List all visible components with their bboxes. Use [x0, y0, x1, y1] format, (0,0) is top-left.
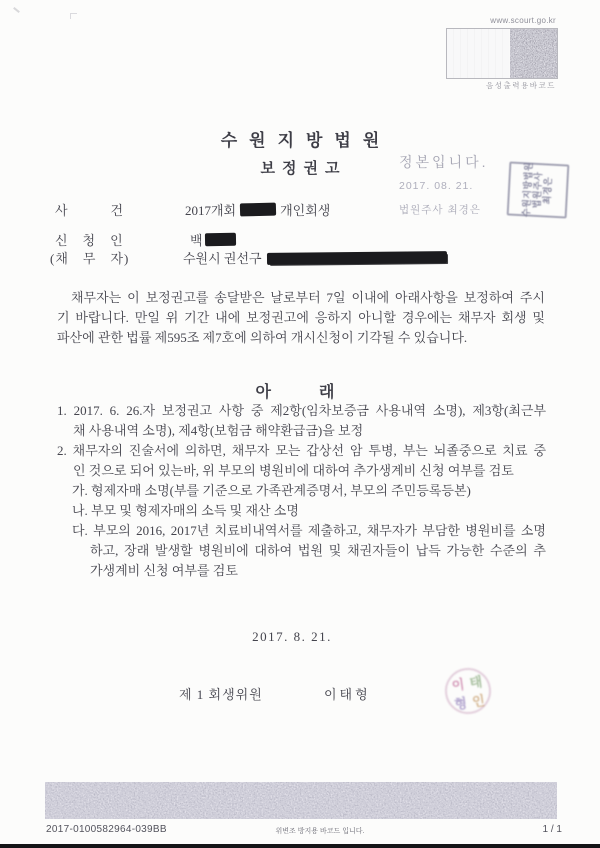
clerk-seal-line: 수원지방법원 — [521, 161, 535, 218]
document-id: 2017-0100582964-039BB — [46, 824, 167, 835]
anti-forgery-note: 위변조 방지용 바코드 입니다. — [275, 828, 365, 835]
case-number-prefix: 2017개회 — [185, 203, 237, 218]
signer-seal-stamp — [442, 665, 494, 717]
correction-items-list — [57, 401, 546, 581]
voice-barcode-image — [446, 28, 558, 79]
signer-seal-char: 태 — [468, 674, 484, 691]
clerk-seal-stamp — [507, 161, 570, 218]
notice-body-paragraph: 채무자는 이 보정권고를 송달받은 날로부터 7일 이내에 아래사항을 보정하여 주시 기 바랍니다. 만일 위 기간 내에 보정권고에 응하지 아니할 경우에는 채무자 회생 및 파산에 관한 법률 제595조 제7호에 의하여 개시신청이 기각될 수 있습니다. — [57, 290, 545, 345]
redaction-bar — [204, 233, 235, 247]
scan-artifact — [70, 13, 77, 19]
list-subitem: 다. 부모의 2016, 2017년 치료비내역서를 제출하고, 채무자가 부담한 병원비를 소명 하고, 장래 발생할 병원비에 대하여 법원 및 채권자들이 납득 가능한 수준의 추 가생계비 신청 여부를 검토 — [72, 523, 546, 578]
court-website-url: www.scourt.go.kr — [490, 16, 556, 25]
clerk-seal-line: 법원주사 — [532, 171, 544, 209]
list-subitem: 나. 부모 및 형제자매의 소득 및 재산 소명 — [72, 503, 299, 518]
court-name-title: 수원지방법원 — [220, 131, 392, 150]
signer-seal-char: 인 — [471, 692, 486, 710]
voice-barcode-caption: 음성출력용바코드 — [486, 81, 556, 90]
signer-seal-char: 형 — [453, 695, 468, 712]
list-subitem: 가. 형제자매 소명(부를 기준으로 가족관계증명서, 부모의 주민등록등본) — [72, 483, 471, 498]
case-type: 개인회생 — [280, 203, 331, 218]
document-date: 2017. 8. 21. — [252, 629, 332, 644]
list-item: 1. 2017. 6. 26.자 보정권고 사항 중 제2항(임차보증금 사용내역 소명), 제3항(최근부 채 사용내역 소명), 제4항(보험금 해약환급금)을 보정 — [57, 403, 546, 438]
certification-date: 2017. 08. 21. — [399, 180, 474, 192]
case-label: 사 건 — [55, 203, 125, 218]
court-clerk-name: 법원주사 최경은 — [399, 204, 481, 216]
debtor-address-prefix: 수원시 권선구 — [183, 251, 262, 266]
case-row — [55, 200, 331, 219]
anti-forgery-barcode-image — [45, 782, 557, 819]
signer-title: 제 1 회생위원 — [179, 687, 263, 702]
clerk-seal-line: 최경은 — [542, 176, 554, 205]
applicant-label: 신 청 인 — [55, 233, 124, 248]
scan-bottom-edge — [0, 844, 600, 848]
signer-seal-char: 이 — [450, 676, 466, 694]
list-heading: 아 래 — [255, 384, 335, 401]
signer-name: 이태형 — [324, 687, 371, 702]
redaction-bar — [267, 251, 447, 265]
scan-artifact — [13, 7, 20, 13]
applicant-surname: 백 — [190, 233, 203, 248]
voice-barcode-light-area — [447, 29, 509, 78]
debtor-label: (채 무 자) — [50, 251, 130, 266]
redaction-bar — [240, 203, 276, 217]
debtor-row — [50, 248, 262, 267]
voice-barcode-noise-area — [510, 29, 557, 78]
list-item: 2. 채무자의 진술서에 의하면, 채무자 모는 갑상선 암 투병, 부는 뇌졸중으로 치료 중 인 것으로 되어 있는바, 위 부모의 병원비에 대하여 추가생계비 신청 여부를 검토 — [57, 443, 546, 478]
document-title: 보정권고 — [260, 161, 347, 177]
applicant-row — [55, 230, 203, 249]
original-copy-stamp-text: 정본입니다. — [399, 154, 489, 170]
page-number: 1 / 1 — [542, 824, 562, 835]
